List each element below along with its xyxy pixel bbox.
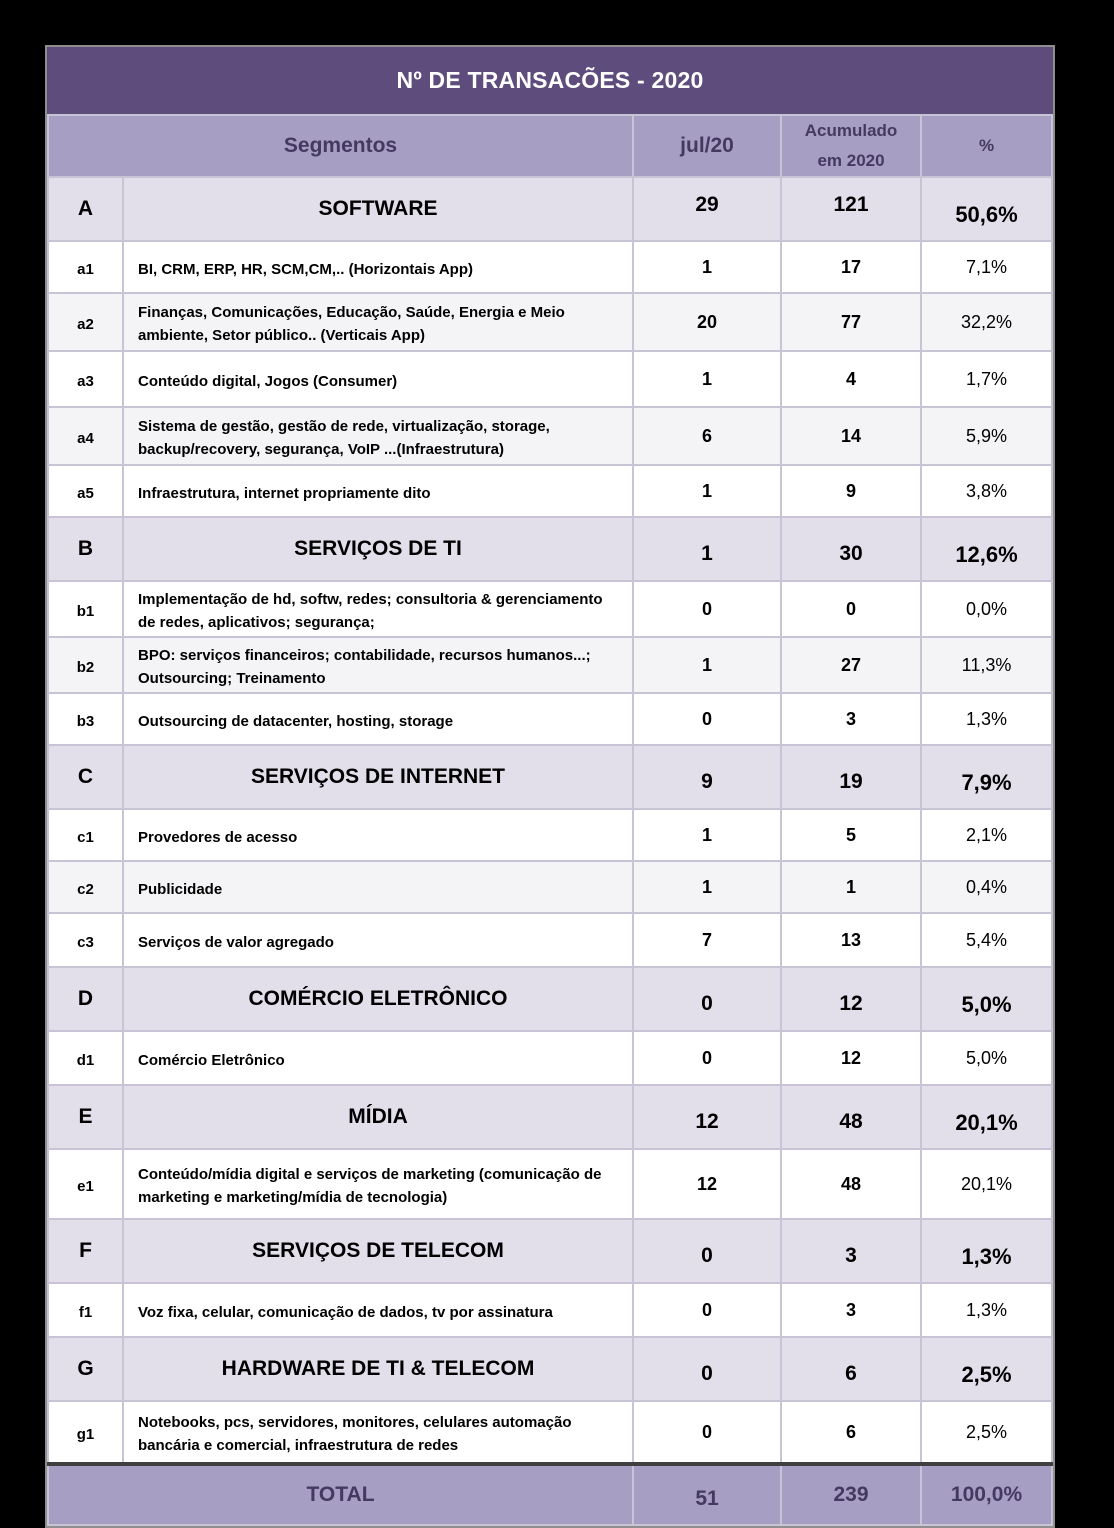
segment-acum: 17 (781, 241, 921, 293)
segment-description: Notebooks, pcs, servidores, monitores, celulares automação bancária e comercial, infraestrutura de redes (123, 1401, 633, 1464)
segment-code: d1 (48, 1031, 123, 1085)
category-letter: B (48, 517, 123, 581)
total-row (48, 1464, 1052, 1525)
segment-acum: 5 (781, 809, 921, 861)
category-acum: 3 (781, 1219, 921, 1283)
segment-code: a4 (48, 407, 123, 465)
category-month: 29 (633, 177, 781, 241)
segment-row (48, 1283, 1052, 1337)
segment-row (48, 637, 1052, 693)
segment-pct: 5,0% (921, 1031, 1052, 1085)
category-month: 1 (633, 517, 781, 581)
segment-code: b3 (48, 693, 123, 745)
category-month: 0 (633, 1219, 781, 1283)
category-row (48, 517, 1052, 581)
segment-row (48, 1149, 1052, 1219)
category-month: 0 (633, 967, 781, 1031)
header-month: jul/20 (633, 115, 781, 177)
segment-month: 0 (633, 1401, 781, 1464)
category-pct: 7,9% (921, 745, 1052, 809)
segment-month: 0 (633, 1031, 781, 1085)
category-acum: 48 (781, 1085, 921, 1149)
category-pct: 20,1% (921, 1085, 1052, 1149)
category-name: SERVIÇOS DE INTERNET (123, 745, 633, 809)
segment-month: 1 (633, 351, 781, 407)
segment-row (48, 693, 1052, 745)
segment-pct: 2,1% (921, 809, 1052, 861)
segment-pct: 32,2% (921, 293, 1052, 351)
category-row (48, 745, 1052, 809)
segment-acum: 1 (781, 861, 921, 913)
segment-acum: 27 (781, 637, 921, 693)
segment-row (48, 913, 1052, 967)
segment-description: BI, CRM, ERP, HR, SCM,CM,.. (Horizontais App) (123, 241, 633, 293)
segment-code: a3 (48, 351, 123, 407)
category-row (48, 967, 1052, 1031)
total-month: 51 (633, 1464, 781, 1525)
segment-description: Voz fixa, celular, comunicação de dados, tv por assinatura (123, 1283, 633, 1337)
category-letter: C (48, 745, 123, 809)
segment-description: Infraestrutura, internet propriamente dito (123, 465, 633, 517)
segment-pct: 1,3% (921, 1283, 1052, 1337)
segment-month: 7 (633, 913, 781, 967)
segment-acum: 9 (781, 465, 921, 517)
segment-description: Comércio Eletrônico (123, 1031, 633, 1085)
segment-row (48, 407, 1052, 465)
header-acumulado-line2: em 2020 (817, 151, 885, 170)
segment-month: 1 (633, 241, 781, 293)
category-name: HARDWARE DE TI & TELECOM (123, 1337, 633, 1401)
segment-code: b1 (48, 581, 123, 637)
category-letter: E (48, 1085, 123, 1149)
segment-acum: 77 (781, 293, 921, 351)
segment-description: BPO: serviços financeiros; contabilidade, recursos humanos...; Outsourcing; Treinamento (123, 637, 633, 693)
segment-month: 20 (633, 293, 781, 351)
category-name: SOFTWARE (123, 177, 633, 241)
segment-acum: 13 (781, 913, 921, 967)
segment-month: 6 (633, 407, 781, 465)
segment-month: 1 (633, 465, 781, 517)
category-name: MÍDIA (123, 1085, 633, 1149)
category-row (48, 1219, 1052, 1283)
header-acumulado-line1: Acumulado (804, 121, 898, 140)
segment-month: 0 (633, 581, 781, 637)
total-label: TOTAL (48, 1464, 633, 1525)
segment-month: 1 (633, 809, 781, 861)
table-title: Nº DE TRANSACÕES - 2020 (47, 47, 1053, 114)
total-acum: 239 (781, 1464, 921, 1525)
segment-description: Sistema de gestão, gestão de rede, virtualização, storage, backup/recovery, segurança, VoIP ...(Infraestrutura) (123, 407, 633, 465)
segment-pct: 20,1% (921, 1149, 1052, 1219)
segment-pct: 5,4% (921, 913, 1052, 967)
category-row (48, 1085, 1052, 1149)
transactions-sheet (45, 45, 1055, 1528)
segment-pct: 0,0% (921, 581, 1052, 637)
segment-row (48, 241, 1052, 293)
category-acum: 30 (781, 517, 921, 581)
category-row (48, 177, 1052, 241)
segment-acum: 6 (781, 1401, 921, 1464)
segment-description: Conteúdo digital, Jogos (Consumer) (123, 351, 633, 407)
segment-code: a2 (48, 293, 123, 351)
header-acumulado (781, 115, 921, 177)
segment-description: Implementação de hd, softw, redes; consultoria & gerenciamento de redes, aplicativos; segurança; (123, 581, 633, 637)
segment-row (48, 861, 1052, 913)
segment-month: 1 (633, 861, 781, 913)
segment-acum: 14 (781, 407, 921, 465)
category-letter: G (48, 1337, 123, 1401)
segment-pct: 0,4% (921, 861, 1052, 913)
category-acum: 19 (781, 745, 921, 809)
category-month: 9 (633, 745, 781, 809)
segment-acum: 48 (781, 1149, 921, 1219)
segment-code: g1 (48, 1401, 123, 1464)
segment-code: e1 (48, 1149, 123, 1219)
category-pct: 5,0% (921, 967, 1052, 1031)
segment-row (48, 581, 1052, 637)
segment-month: 1 (633, 637, 781, 693)
segment-month: 0 (633, 1283, 781, 1337)
category-month: 12 (633, 1085, 781, 1149)
segment-acum: 3 (781, 693, 921, 745)
category-pct: 2,5% (921, 1337, 1052, 1401)
segment-description: Provedores de acesso (123, 809, 633, 861)
segment-description: Serviços de valor agregado (123, 913, 633, 967)
segment-pct: 2,5% (921, 1401, 1052, 1464)
segment-acum: 0 (781, 581, 921, 637)
segment-description: Outsourcing de datacenter, hosting, storage (123, 693, 633, 745)
segment-code: c1 (48, 809, 123, 861)
category-name: COMÉRCIO ELETRÔNICO (123, 967, 633, 1031)
segment-code: c3 (48, 913, 123, 967)
category-pct: 1,3% (921, 1219, 1052, 1283)
segment-row (48, 1401, 1052, 1464)
header-segmentos: Segmentos (48, 115, 633, 177)
category-name: SERVIÇOS DE TI (123, 517, 633, 581)
segment-code: c2 (48, 861, 123, 913)
segment-description: Conteúdo/mídia digital e serviços de marketing (comunicação de marketing e marketing/mídia de tecnologia) (123, 1149, 633, 1219)
segment-code: a5 (48, 465, 123, 517)
header-percent: % (921, 115, 1052, 177)
segment-pct: 1,3% (921, 693, 1052, 745)
category-letter: D (48, 967, 123, 1031)
segment-row (48, 465, 1052, 517)
segment-pct: 7,1% (921, 241, 1052, 293)
segment-row (48, 809, 1052, 861)
segment-description: Finanças, Comunicações, Educação, Saúde, Energia e Meio ambiente, Setor público.. (Verticais App) (123, 293, 633, 351)
segment-month: 0 (633, 693, 781, 745)
segment-pct: 11,3% (921, 637, 1052, 693)
segment-acum: 12 (781, 1031, 921, 1085)
segment-acum: 3 (781, 1283, 921, 1337)
segment-month: 12 (633, 1149, 781, 1219)
table-body (48, 177, 1052, 1464)
transactions-table (47, 114, 1053, 1526)
category-acum: 12 (781, 967, 921, 1031)
category-letter: A (48, 177, 123, 241)
segment-code: a1 (48, 241, 123, 293)
category-letter: F (48, 1219, 123, 1283)
segment-pct: 1,7% (921, 351, 1052, 407)
category-pct: 12,6% (921, 517, 1052, 581)
header-row (48, 115, 1052, 177)
category-row (48, 1337, 1052, 1401)
segment-description: Publicidade (123, 861, 633, 913)
segment-row (48, 1031, 1052, 1085)
segment-code: f1 (48, 1283, 123, 1337)
total-pct: 100,0% (921, 1464, 1052, 1525)
segment-pct: 5,9% (921, 407, 1052, 465)
segment-acum: 4 (781, 351, 921, 407)
segment-code: b2 (48, 637, 123, 693)
category-acum: 6 (781, 1337, 921, 1401)
segment-row (48, 351, 1052, 407)
category-month: 0 (633, 1337, 781, 1401)
category-name: SERVIÇOS DE TELECOM (123, 1219, 633, 1283)
category-acum: 121 (781, 177, 921, 241)
segment-pct: 3,8% (921, 465, 1052, 517)
category-pct: 50,6% (921, 177, 1052, 241)
segment-row (48, 293, 1052, 351)
